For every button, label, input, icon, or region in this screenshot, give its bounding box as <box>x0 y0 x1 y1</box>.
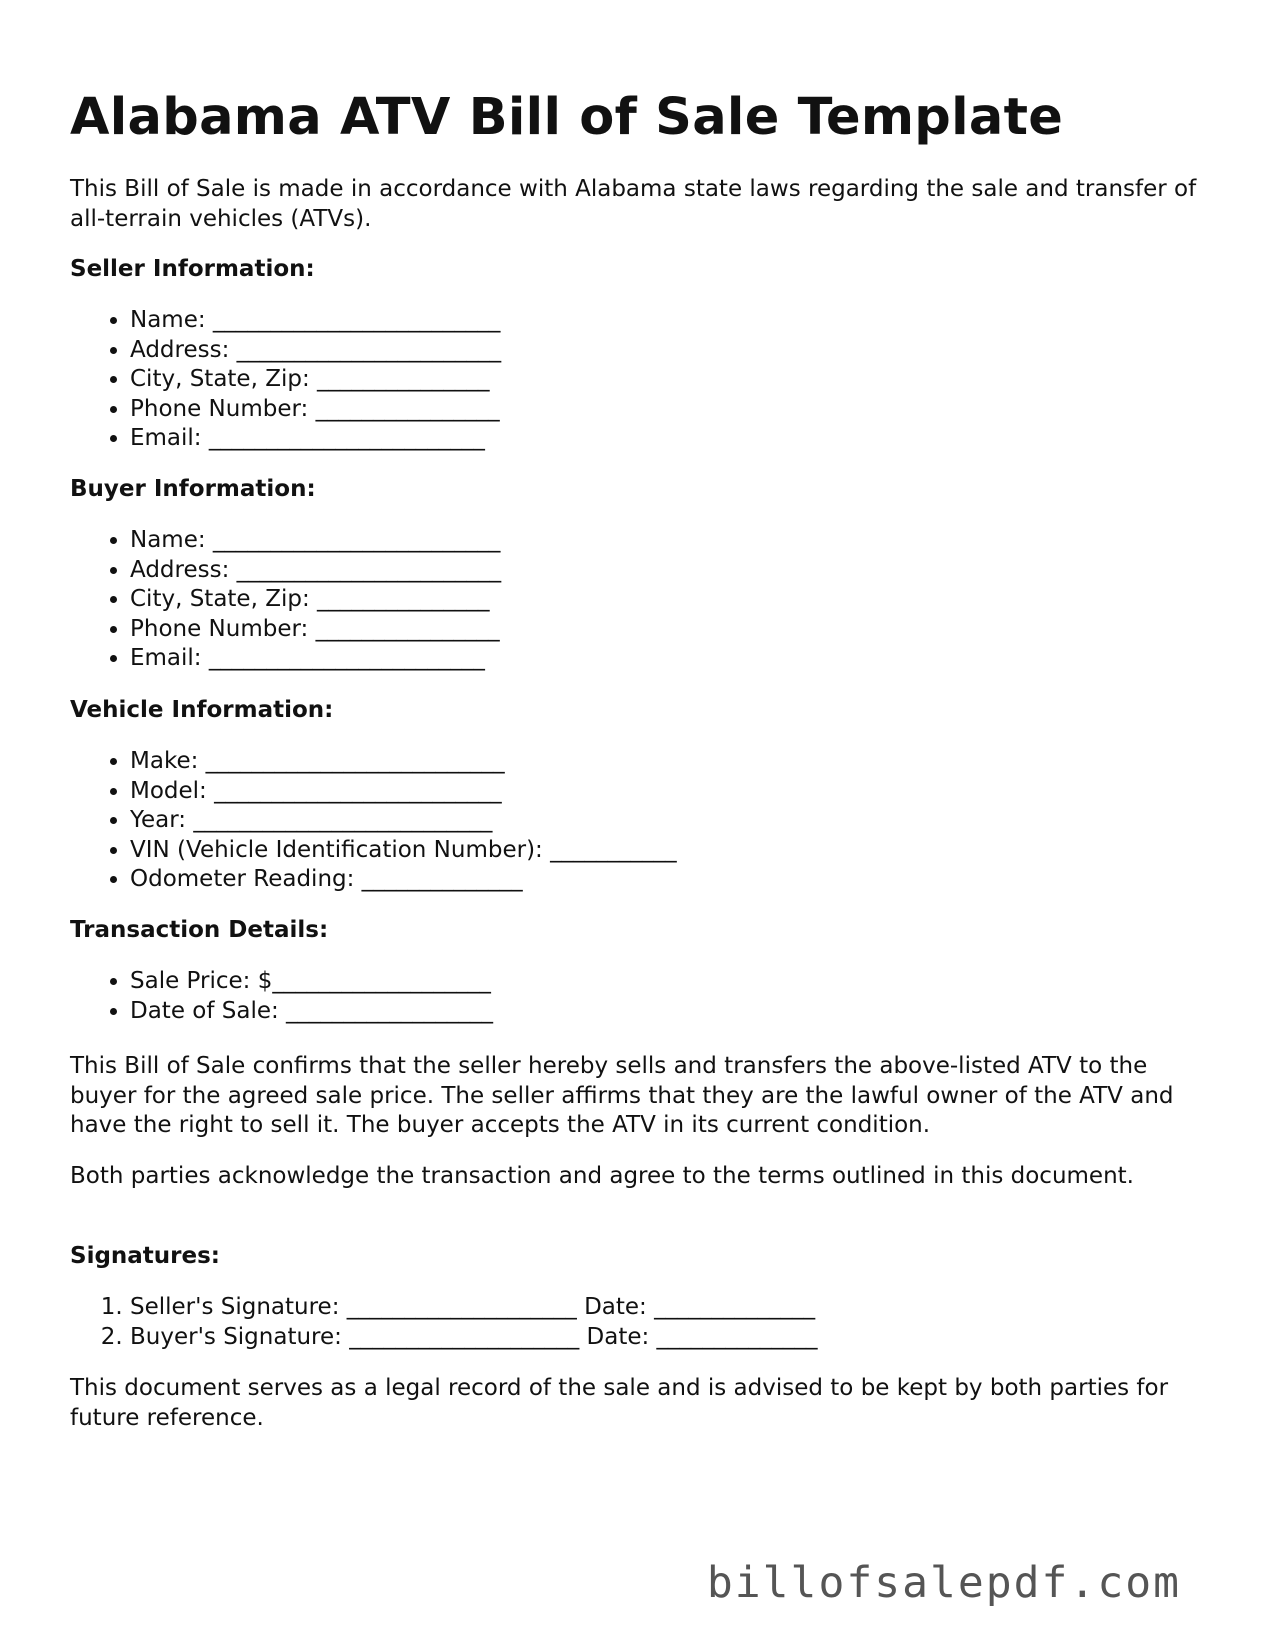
buyer-name-field: • Name: _________________________ <box>130 526 1210 556</box>
confirmation-section <box>70 1052 1210 1141</box>
seller-name-field: • Name: _________________________ <box>130 306 1210 336</box>
document-title: Alabama ATV Bill of Sale Template <box>70 88 1064 147</box>
buyer-phone-field: • Phone Number: ________________ <box>130 615 1210 645</box>
vehicle-section <box>70 696 1210 895</box>
confirmation-paragraph: This Bill of Sale confirms that the seller hereby sells and transfers the above-listed ATV to the buyer for the agreed sale price. The seller affirms that they are the lawful owner of the ATV and have the right to sell it. The buyer accepts the ATV in its current condition. <box>70 1053 1174 1138</box>
intro-paragraph: This Bill of Sale is made in accordance with Alabama state laws regarding the sale and transfer of all-terrain vehicles (ATVs). <box>70 176 1197 232</box>
seller-heading: Seller Information: <box>70 256 315 282</box>
seller-section <box>70 255 1210 454</box>
vehicle-model-field: • Model: _________________________ <box>130 777 1210 807</box>
transaction-section <box>70 916 1210 1026</box>
acknowledgement-section <box>70 1162 1210 1192</box>
intro-section <box>70 175 1210 234</box>
signatures-section <box>70 1242 1210 1352</box>
seller-signature-line: 1. Seller's Signature: ____________________ Date: ______________ <box>130 1293 1210 1323</box>
vehicle-heading: Vehicle Information: <box>70 697 334 723</box>
buyer-city-state-zip-field: • City, State, Zip: _______________ <box>130 585 1210 615</box>
vehicle-vin-field: • VIN (Vehicle Identification Number): ___________ <box>130 836 1210 866</box>
vehicle-year-field: • Year: __________________________ <box>130 806 1210 836</box>
seller-phone-field: • Phone Number: ________________ <box>130 395 1210 425</box>
closing-paragraph: This document serves as a legal record of the sale and is advised to be kept by both parties for future reference. <box>70 1375 1169 1431</box>
signatures-list <box>70 1293 1210 1352</box>
seller-city-state-zip-field: • City, State, Zip: _______________ <box>130 365 1210 395</box>
watermark-text: billofsalepdf.com <box>706 1558 1181 1608</box>
acknowledgement-paragraph: Both parties acknowledge the transaction and agree to the terms outlined in this document. <box>70 1163 1134 1189</box>
signatures-heading: Signatures: <box>70 1243 221 1269</box>
date-of-sale-field: • Date of Sale: __________________ <box>130 997 1210 1027</box>
seller-list <box>70 306 1210 454</box>
transaction-heading: Transaction Details: <box>70 917 329 943</box>
vehicle-odometer-field: • Odometer Reading: ______________ <box>130 865 1210 895</box>
vehicle-list <box>70 747 1210 895</box>
seller-email-field: • Email: ________________________ <box>130 424 1210 454</box>
buyer-section <box>70 475 1210 674</box>
transaction-list <box>70 967 1210 1026</box>
closing-section <box>70 1374 1210 1433</box>
buyer-address-field: • Address: _______________________ <box>130 556 1210 586</box>
vehicle-make-field: • Make: __________________________ <box>130 747 1210 777</box>
sale-price-field: • Sale Price: $___________________ <box>130 967 1210 997</box>
buyer-list <box>70 526 1210 674</box>
buyer-signature-line: 2. Buyer's Signature: ____________________ Date: ______________ <box>130 1323 1210 1353</box>
buyer-email-field: • Email: ________________________ <box>130 644 1210 674</box>
buyer-heading: Buyer Information: <box>70 476 316 502</box>
seller-address-field: • Address: _______________________ <box>130 336 1210 366</box>
